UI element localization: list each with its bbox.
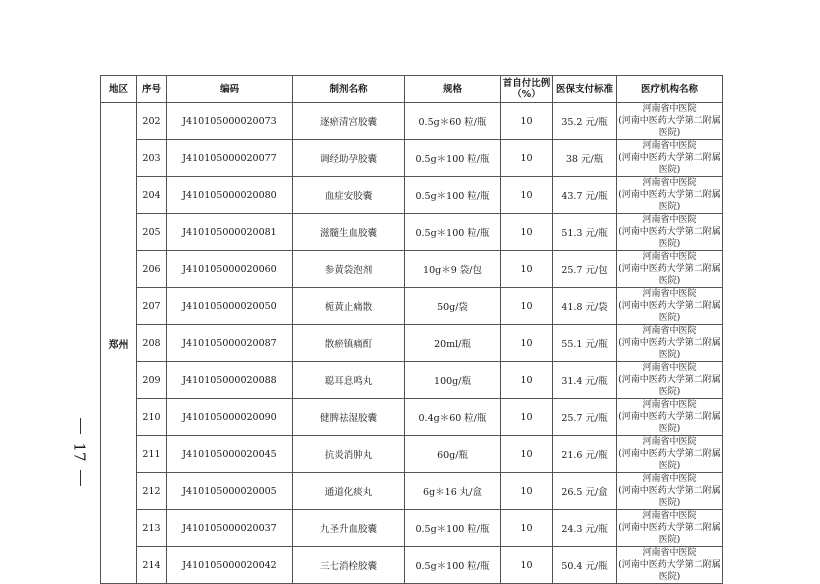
name-cell: 滋髓生血胶囊 — [293, 214, 405, 251]
institution-cell — [617, 547, 723, 584]
price-cell: 41.8 元/袋 — [553, 288, 617, 325]
institution-name: 河南省中医院 — [642, 104, 697, 114]
spec-cell: 0.5g＊60 粒/瓶 — [405, 103, 501, 140]
code-cell: J410105000020073 — [167, 103, 293, 140]
name-cell: 通道化痰丸 — [293, 473, 405, 510]
name-cell: 九圣升血胶囊 — [293, 510, 405, 547]
price-cell: 50.4 元/瓶 — [553, 547, 617, 584]
institution-alias: (河南中医药大学第二附属医院) — [618, 227, 721, 249]
header-name: 制剂名称 — [293, 76, 405, 103]
name-cell: 散瘀镇痛酊 — [293, 325, 405, 362]
seq-cell: 204 — [137, 177, 167, 214]
seq-cell: 214 — [137, 547, 167, 584]
table-row — [101, 436, 723, 473]
spec-cell: 0.4g＊60 粒/瓶 — [405, 399, 501, 436]
institution-name: 河南省中医院 — [642, 363, 697, 373]
price-cell: 55.1 元/瓶 — [553, 325, 617, 362]
institution-alias: (河南中医药大学第二附属医院) — [618, 560, 721, 582]
spec-cell: 6g＊16 丸/盒 — [405, 473, 501, 510]
spec-cell: 10g＊9 袋/包 — [405, 251, 501, 288]
seq-cell: 207 — [137, 288, 167, 325]
institution-alias: (河南中医药大学第二附属医院) — [618, 486, 721, 508]
seq-cell: 206 — [137, 251, 167, 288]
header-region: 地区 — [101, 76, 137, 103]
name-cell: 聪耳息鸣丸 — [293, 362, 405, 399]
institution-alias: (河南中医药大学第二附属医院) — [618, 523, 721, 545]
page-number-dash-top — [80, 418, 81, 434]
table-row — [101, 473, 723, 510]
institution-name: 河南省中医院 — [642, 548, 697, 558]
institution-cell — [617, 473, 723, 510]
spec-cell: 100g/瓶 — [405, 362, 501, 399]
table-row — [101, 510, 723, 547]
price-cell: 24.3 元/瓶 — [553, 510, 617, 547]
page-number-dash-bottom — [80, 470, 81, 486]
price-cell: 21.6 元/瓶 — [553, 436, 617, 473]
table-row — [101, 325, 723, 362]
institution-alias: (河南中医药大学第二附属医院) — [618, 190, 721, 212]
institution-alias: (河南中医药大学第二附属医院) — [618, 264, 721, 286]
name-cell: 三七消栓胶囊 — [293, 547, 405, 584]
name-cell: 栀黄止痛散 — [293, 288, 405, 325]
spec-cell: 60g/瓶 — [405, 436, 501, 473]
code-cell: J410105000020087 — [167, 325, 293, 362]
price-cell: 38 元/瓶 — [553, 140, 617, 177]
institution-alias: (河南中医药大学第二附属医院) — [618, 338, 721, 360]
seq-cell: 208 — [137, 325, 167, 362]
institution-cell — [617, 251, 723, 288]
table-row — [101, 103, 723, 140]
seq-cell: 212 — [137, 473, 167, 510]
table-row — [101, 399, 723, 436]
institution-alias: (河南中医药大学第二附属医院) — [618, 116, 721, 138]
institution-cell — [617, 140, 723, 177]
code-cell: J410105000020088 — [167, 362, 293, 399]
ratio-cell: 10 — [501, 362, 553, 399]
code-cell: J410105000020080 — [167, 177, 293, 214]
header-institution: 医疗机构名称 — [617, 76, 723, 103]
ratio-cell: 10 — [501, 103, 553, 140]
seq-cell: 209 — [137, 362, 167, 399]
institution-cell — [617, 288, 723, 325]
table-header-row — [101, 76, 723, 103]
institution-name: 河南省中医院 — [642, 215, 697, 225]
institution-alias: (河南中医药大学第二附属医院) — [618, 153, 721, 175]
price-cell: 25.7 元/包 — [553, 251, 617, 288]
code-cell: J410105000020081 — [167, 214, 293, 251]
name-cell: 血症安胶囊 — [293, 177, 405, 214]
table-row — [101, 177, 723, 214]
spec-cell: 0.5g＊100 粒/瓶 — [405, 214, 501, 251]
seq-cell: 205 — [137, 214, 167, 251]
institution-name: 河南省中医院 — [642, 252, 697, 262]
price-cell: 31.4 元/瓶 — [553, 362, 617, 399]
institution-name: 河南省中医院 — [642, 511, 697, 521]
name-cell: 健脾祛湿胶囊 — [293, 399, 405, 436]
institution-cell — [617, 214, 723, 251]
header-ratio: 首自付比例（%） — [501, 76, 553, 103]
name-cell: 参黄袋泡剂 — [293, 251, 405, 288]
ratio-cell: 10 — [501, 251, 553, 288]
institution-cell — [617, 177, 723, 214]
institution-alias: (河南中医药大学第二附属医院) — [618, 412, 721, 434]
spec-cell: 0.5g＊100 粒/瓶 — [405, 177, 501, 214]
institution-alias: (河南中医药大学第二附属医院) — [618, 301, 721, 323]
page-number — [66, 418, 94, 486]
ratio-cell: 10 — [501, 436, 553, 473]
page-number-text: 17 — [71, 442, 89, 462]
spec-cell: 50g/袋 — [405, 288, 501, 325]
seq-cell: 202 — [137, 103, 167, 140]
ratio-cell: 10 — [501, 399, 553, 436]
code-cell: J410105000020050 — [167, 288, 293, 325]
header-price: 医保支付标准 — [553, 76, 617, 103]
price-cell: 43.7 元/瓶 — [553, 177, 617, 214]
institution-cell — [617, 510, 723, 547]
institution-name: 河南省中医院 — [642, 178, 697, 188]
institution-name: 河南省中医院 — [642, 141, 697, 151]
seq-cell: 213 — [137, 510, 167, 547]
name-cell: 逐瘀清宫胶囊 — [293, 103, 405, 140]
table-row — [101, 547, 723, 584]
ratio-cell: 10 — [501, 288, 553, 325]
seq-cell: 210 — [137, 399, 167, 436]
code-cell: J410105000020090 — [167, 399, 293, 436]
spec-cell: 0.5g＊100 粒/瓶 — [405, 547, 501, 584]
ratio-cell: 10 — [501, 510, 553, 547]
table-row — [101, 214, 723, 251]
region-cell: 郑州 — [101, 103, 137, 584]
code-cell: J410105000020045 — [167, 436, 293, 473]
ratio-cell: 10 — [501, 177, 553, 214]
institution-cell — [617, 103, 723, 140]
ratio-cell: 10 — [501, 140, 553, 177]
institution-name: 河南省中医院 — [642, 474, 697, 484]
header-seq: 序号 — [137, 76, 167, 103]
price-cell: 26.5 元/盒 — [553, 473, 617, 510]
institution-cell — [617, 362, 723, 399]
ratio-cell: 10 — [501, 325, 553, 362]
table-row — [101, 362, 723, 399]
institution-cell — [617, 436, 723, 473]
code-cell: J410105000020042 — [167, 547, 293, 584]
spec-cell: 0.5g＊100 粒/瓶 — [405, 140, 501, 177]
ratio-cell: 10 — [501, 473, 553, 510]
table-row — [101, 251, 723, 288]
drug-price-table — [100, 75, 723, 584]
institution-name: 河南省中医院 — [642, 437, 697, 447]
code-cell: J410105000020060 — [167, 251, 293, 288]
code-cell: J410105000020077 — [167, 140, 293, 177]
table-body — [101, 103, 723, 584]
ratio-cell: 10 — [501, 547, 553, 584]
price-cell: 51.3 元/瓶 — [553, 214, 617, 251]
institution-alias: (河南中医药大学第二附属医院) — [618, 449, 721, 471]
header-code: 编码 — [167, 76, 293, 103]
seq-cell: 211 — [137, 436, 167, 473]
table-row — [101, 140, 723, 177]
name-cell: 抗炎消肿丸 — [293, 436, 405, 473]
seq-cell: 203 — [137, 140, 167, 177]
institution-name: 河南省中医院 — [642, 326, 697, 336]
institution-alias: (河南中医药大学第二附属医院) — [618, 375, 721, 397]
spec-cell: 20ml/瓶 — [405, 325, 501, 362]
header-spec: 规格 — [405, 76, 501, 103]
institution-cell — [617, 325, 723, 362]
spec-cell: 0.5g＊100 粒/瓶 — [405, 510, 501, 547]
institution-name: 河南省中医院 — [642, 400, 697, 410]
price-cell: 35.2 元/瓶 — [553, 103, 617, 140]
code-cell: J410105000020037 — [167, 510, 293, 547]
table-row — [101, 288, 723, 325]
code-cell: J410105000020005 — [167, 473, 293, 510]
institution-name: 河南省中医院 — [642, 289, 697, 299]
name-cell: 调经助孕胶囊 — [293, 140, 405, 177]
institution-cell — [617, 399, 723, 436]
price-cell: 25.7 元/瓶 — [553, 399, 617, 436]
ratio-cell: 10 — [501, 214, 553, 251]
